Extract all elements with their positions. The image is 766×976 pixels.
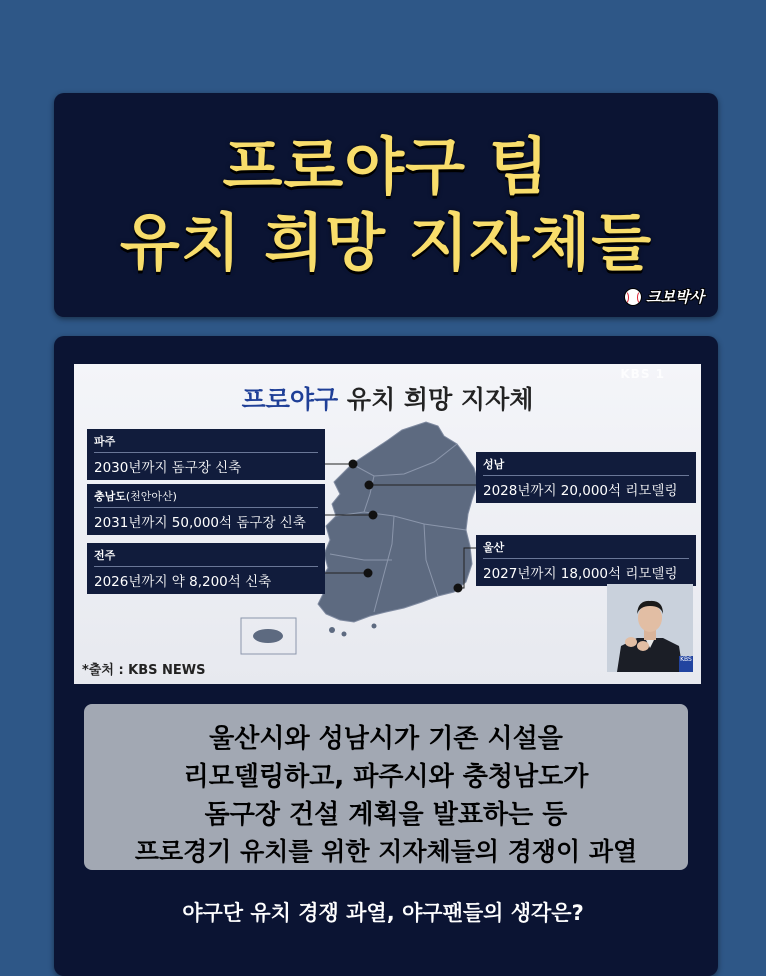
- info-detail: 2031년까지 50,000석 돔구장 신축: [94, 515, 306, 531]
- description-line-1: 울산시와 성남시가 기존 시설을: [209, 724, 563, 754]
- title-line-1: 프로야구 팀: [222, 130, 550, 203]
- title-line-2: 유치 희망 지자체들: [119, 206, 653, 279]
- info-detail: 2028년까지 20,000석 리모델링: [483, 483, 678, 499]
- info-detail: 2026년까지 약 8,200석 신축: [94, 574, 272, 590]
- info-region: 전주: [94, 549, 116, 562]
- info-region-name: 충남도: [94, 490, 126, 503]
- info-region: 성남: [483, 458, 505, 471]
- image-title: [74, 380, 701, 416]
- source-credit: *출처 : KBS NEWS: [82, 663, 206, 678]
- description-line-4: 프로경기 유치를 위한 지자체들의 경쟁이 과열: [134, 837, 638, 866]
- logo: [624, 286, 704, 307]
- broadcaster-logo: KBS 1: [620, 367, 665, 381]
- info-box-ulsan: [476, 535, 696, 586]
- info-box-seongnam: [476, 452, 696, 503]
- title-card: [54, 93, 718, 317]
- info-box-chungnam: [87, 484, 325, 535]
- info-box-jeonju: [87, 543, 325, 594]
- news-image: [74, 364, 701, 684]
- info-box-paju: [87, 429, 325, 480]
- info-region: 울산: [483, 541, 505, 554]
- sign-language-interpreter: [607, 584, 693, 672]
- description-line-3: 돔구장 건설 계획을 발표하는 등: [204, 800, 568, 830]
- kbs-corner-logo: KBS: [679, 656, 693, 672]
- info-region: [87, 484, 325, 507]
- image-title-rest: 유치 희망 지자체: [338, 385, 534, 414]
- image-title-highlight: 프로야구: [241, 385, 339, 414]
- info-region: 파주: [94, 435, 116, 448]
- info-detail: 2030년까지 돔구장 신축: [94, 460, 242, 476]
- description-line-2: 리모델링하고, 파주시와 충청남도가: [183, 762, 589, 792]
- baseball-icon: [624, 288, 642, 306]
- question-text: 야구단 유치 경쟁 과열, 야구팬들의 생각은?: [182, 901, 584, 925]
- description-box: [84, 704, 688, 870]
- info-detail: 2027년까지 18,000석 리모델링: [483, 566, 678, 582]
- info-region-sub: (천안아산): [125, 490, 177, 503]
- logo-text: 크보박사: [646, 288, 704, 306]
